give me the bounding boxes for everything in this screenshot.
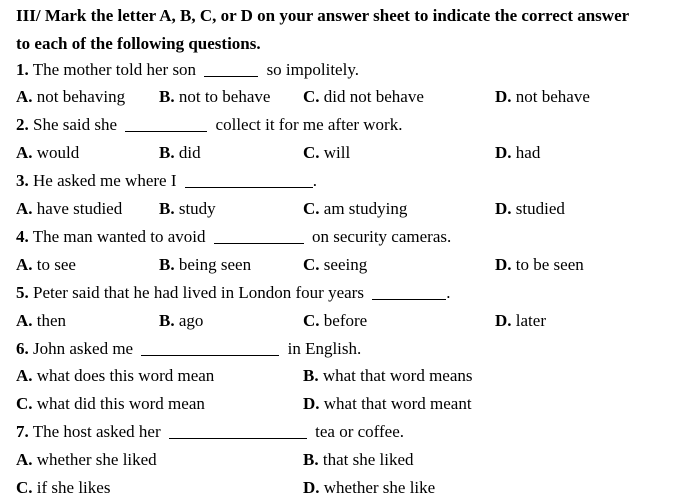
option-c: [303, 83, 424, 111]
question-text-after: so impolitely.: [266, 60, 359, 79]
option-letter: D.: [495, 87, 512, 106]
instructions-heading: [16, 2, 686, 58]
option-c: [303, 139, 350, 167]
option-text: study: [178, 199, 216, 218]
option-letter: B.: [159, 311, 175, 330]
options-row-q4: [16, 251, 686, 279]
option-d: [303, 474, 435, 502]
option-text: am studying: [323, 199, 408, 218]
option-c: [303, 307, 367, 335]
option-letter: C.: [303, 311, 320, 330]
option-b: [303, 362, 473, 390]
answer-blank: [372, 281, 446, 300]
answer-blank: [169, 420, 307, 439]
option-b: [159, 307, 203, 335]
option-text: ago: [178, 311, 204, 330]
option-text: if she likes: [36, 478, 111, 497]
question-text-before: The man wanted to avoid: [32, 227, 206, 246]
question-5: [16, 279, 450, 307]
options-row-q7-cd: [16, 474, 686, 502]
option-d: [303, 390, 472, 418]
option-text: whether she like: [323, 478, 436, 497]
question-3: [16, 167, 317, 195]
options-row-q6-cd: [16, 390, 686, 418]
option-d: [495, 195, 565, 223]
option-letter: D.: [303, 394, 320, 413]
question-text-before: John asked me: [33, 339, 134, 358]
question-text-after: .: [446, 283, 451, 302]
option-text: what does this word mean: [36, 366, 215, 385]
answer-blank: [204, 58, 258, 77]
question-number: 5.: [16, 283, 29, 302]
answer-blank: [125, 113, 207, 132]
option-text: being seen: [178, 255, 252, 274]
question-text-after: in English.: [287, 339, 362, 358]
option-a: [16, 139, 79, 167]
option-a: [16, 307, 66, 335]
option-letter: C.: [303, 199, 320, 218]
answer-blank: [214, 225, 304, 244]
option-a: [16, 251, 76, 279]
option-letter: B.: [303, 366, 319, 385]
option-letter: A.: [16, 450, 33, 469]
question-number: 6.: [16, 339, 29, 358]
option-d: [495, 83, 590, 111]
option-letter: C.: [303, 87, 320, 106]
option-c: [303, 251, 367, 279]
option-text: studied: [515, 199, 565, 218]
option-text: what did this word mean: [36, 394, 205, 413]
option-text: had: [515, 143, 541, 162]
option-text: not to behave: [178, 87, 271, 106]
option-letter: D.: [495, 311, 512, 330]
option-text: that she liked: [322, 450, 414, 469]
question-text-before: He asked me where I: [33, 171, 177, 190]
question-2: [16, 111, 402, 139]
options-row-q2: [16, 139, 686, 167]
option-letter: D.: [495, 199, 512, 218]
option-text: not behave: [515, 87, 590, 106]
question-text-after: on security cameras.: [311, 227, 452, 246]
question-text-before: Peter said that he had lived in London four years: [33, 283, 364, 302]
option-letter: A.: [16, 143, 33, 162]
question-text-before: The host asked her: [32, 422, 161, 441]
option-c: [303, 195, 407, 223]
question-text-after: tea or coffee.: [315, 422, 405, 441]
option-text: to be seen: [515, 255, 584, 274]
instructions-line-2: to each of the following questions.: [16, 34, 261, 53]
question-text-before: The mother told her son: [32, 60, 197, 79]
options-row-q6-ab: [16, 362, 686, 390]
option-c: [16, 474, 110, 502]
question-number: 1.: [16, 60, 29, 79]
question-1: [16, 56, 359, 84]
question-text-before: She said she: [33, 115, 118, 134]
answer-blank: [185, 169, 313, 188]
option-text: seeing: [323, 255, 368, 274]
option-b: [159, 83, 270, 111]
option-letter: A.: [16, 366, 33, 385]
option-letter: B.: [159, 255, 175, 274]
option-a: [16, 362, 214, 390]
option-text: later: [515, 311, 546, 330]
option-a: [16, 83, 125, 111]
option-letter: A.: [16, 311, 33, 330]
option-text: did not behave: [323, 87, 424, 106]
option-letter: B.: [159, 87, 175, 106]
option-d: [495, 251, 584, 279]
question-number: 2.: [16, 115, 29, 134]
options-row-q7-ab: [16, 446, 686, 474]
question-number: 7.: [16, 422, 29, 441]
option-text: then: [36, 311, 67, 330]
question-6: [16, 335, 361, 363]
option-b: [159, 251, 251, 279]
answer-blank: [141, 337, 279, 356]
option-letter: D.: [495, 143, 512, 162]
question-number: 3.: [16, 171, 29, 190]
option-letter: B.: [159, 199, 175, 218]
question-text-after: collect it for me after work.: [215, 115, 403, 134]
option-letter: C.: [16, 478, 33, 497]
option-text: before: [323, 311, 368, 330]
option-text: have studied: [36, 199, 123, 218]
option-text: not behaving: [36, 87, 126, 106]
option-d: [495, 139, 540, 167]
option-letter: D.: [495, 255, 512, 274]
option-letter: B.: [159, 143, 175, 162]
option-b: [159, 195, 216, 223]
options-row-q3: [16, 195, 686, 223]
option-d: [495, 307, 546, 335]
option-text: did: [178, 143, 201, 162]
question-text-after: .: [312, 171, 317, 190]
question-7: [16, 418, 404, 446]
question-4: [16, 223, 451, 251]
option-letter: A.: [16, 199, 33, 218]
option-text: whether she liked: [36, 450, 157, 469]
option-text: what that word means: [322, 366, 473, 385]
option-text: would: [36, 143, 80, 162]
option-letter: B.: [303, 450, 319, 469]
option-a: [16, 446, 157, 474]
option-letter: C.: [303, 255, 320, 274]
option-text: to see: [36, 255, 76, 274]
option-letter: A.: [16, 87, 33, 106]
option-letter: A.: [16, 255, 33, 274]
instructions-line-1: III/ Mark the letter A, B, C, or D on your answer sheet to indicate the correct answer: [16, 6, 630, 25]
option-text: what that word meant: [323, 394, 472, 413]
option-b: [303, 446, 414, 474]
options-row-q5: [16, 307, 686, 335]
options-row-q1: [16, 83, 686, 111]
option-b: [159, 139, 201, 167]
option-a: [16, 195, 122, 223]
option-c: [16, 390, 205, 418]
option-letter: C.: [303, 143, 320, 162]
option-letter: C.: [16, 394, 33, 413]
question-number: 4.: [16, 227, 29, 246]
option-letter: D.: [303, 478, 320, 497]
option-text: will: [323, 143, 351, 162]
